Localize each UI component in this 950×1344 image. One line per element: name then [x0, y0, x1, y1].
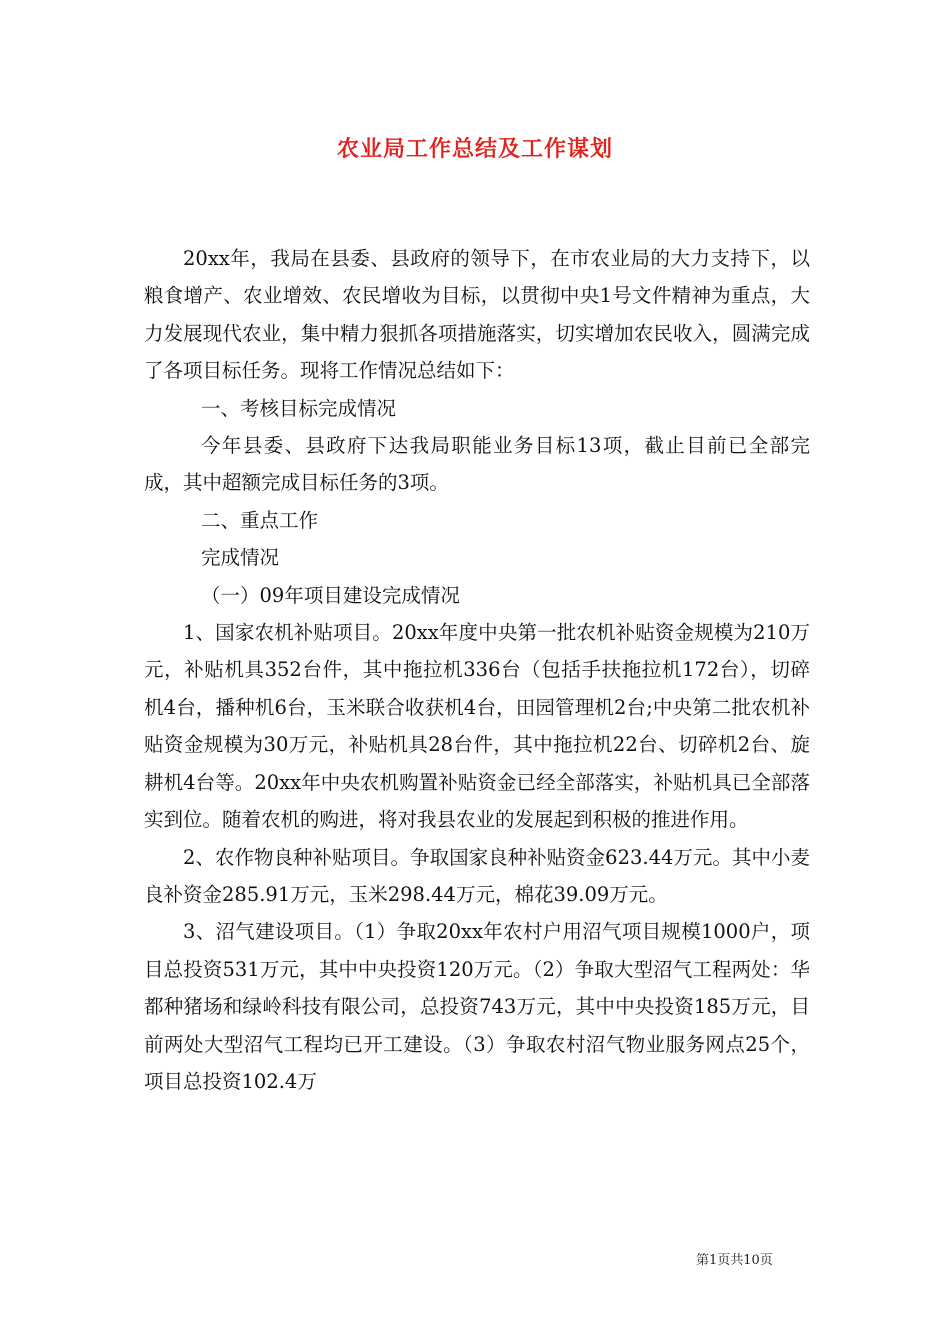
section-heading-1: 一、考核目标完成情况	[201, 396, 397, 420]
paragraph-targets: 今年县委、县政府下达我局职能业务目标13项，截止目前已全部完成，其中超额完成目标任务的3项。	[144, 434, 810, 495]
subsection-heading-1: （一）09年项目建设完成情况	[201, 583, 460, 607]
paragraph-biogas: 3、沼气建设项目。（1）争取20xx年农村户用沼气项目规模1000户，项目总投资531万元，其中中央投资120万元。（2）争取大型沼气工程两处：华都种猪场和绿岭科技有限公司，总投资743万元，其中中央投资185万元，目前两处大型沼气工程均已开工建设。（3）争取农村沼气物业服务网点25个，项目总投资102.4万	[144, 920, 810, 1093]
page-number: 第1页共10页	[696, 1253, 773, 1268]
paragraph-farm-machinery: 1、国家农机补贴项目。20xx年度中央第一批农机补贴资金规模为210万元，补贴机具352台件，其中拖拉机336台（包括手扶拖拉机172台），切碎机4台，播种机6台，玉米联合收获机4台，田园管理机2台;中央第二批农机补贴资金规模为30万元，补贴机具28台件，其中拖拉机22台、切碎机2台、旋耕机4台等。20xx年中央农机购置补贴资金已经全部落实，补贴机具已全部落实到位。随着农机的购进，将对我县农业的发展起到积极的推进作用。	[144, 621, 810, 832]
document-title: 农业局工作总结及工作谋划	[336, 136, 613, 162]
section-heading-2: 二、重点工作	[201, 508, 319, 532]
paragraph-seed-subsidy: 2、农作物良种补贴项目。争取国家良种补贴资金623.44万元。其中小麦良补资金285.91万元，玉米298.44万元，棉花39.09万元。	[144, 845, 810, 906]
section-subheading: 完成情况	[201, 546, 280, 570]
paragraph-intro: 20xx年，我局在县委、县政府的领导下，在市农业局的大力支持下，以粮食增产、农业增效、农民增收为目标，以贯彻中央1号文件精神为重点，大力发展现代农业，集中精力狠抓各项措施落实，切实增加农民收入，圆满完成了各项目标任务。现将工作情况总结如下：	[144, 247, 810, 383]
document-body	[144, 240, 810, 1100]
